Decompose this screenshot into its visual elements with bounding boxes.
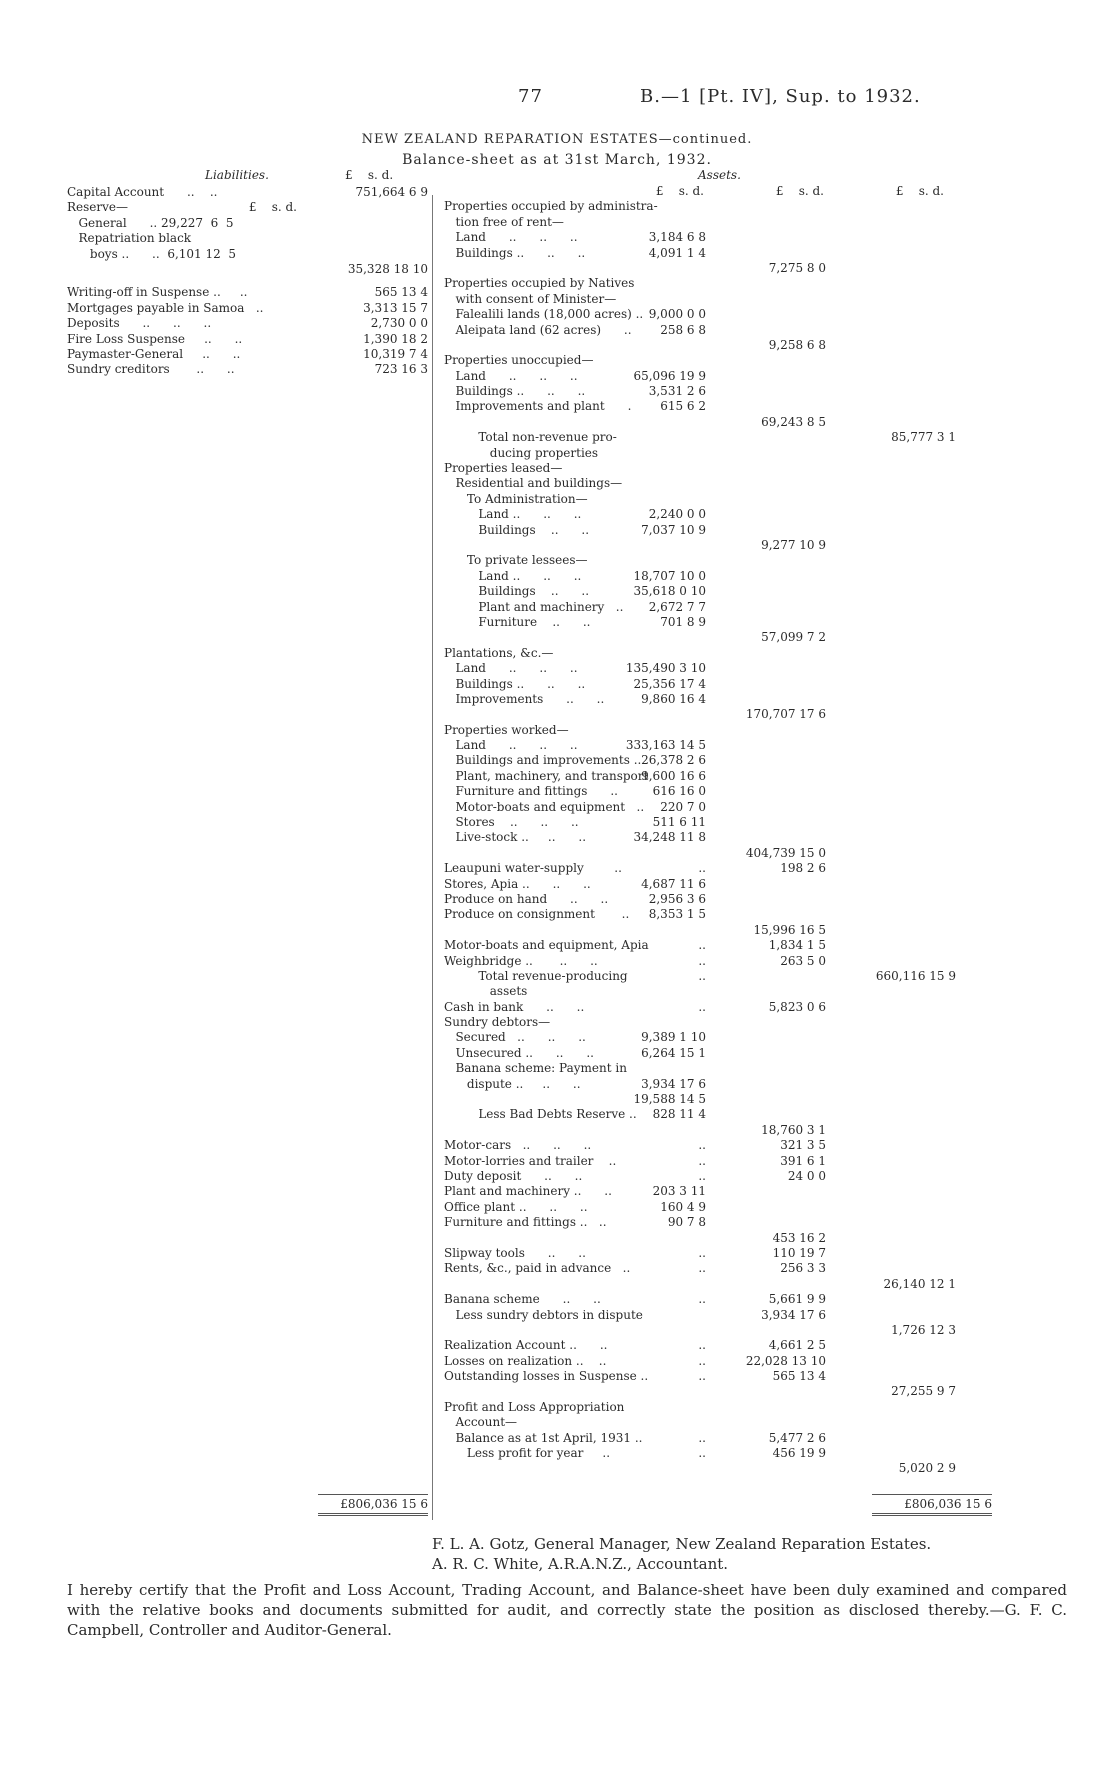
asset-label: Motor-lorries and trailer ..	[444, 1153, 617, 1168]
asset-row	[444, 584, 1084, 599]
asset-row	[444, 984, 1084, 999]
liability-total: 751,664 6 9	[355, 185, 428, 199]
asset-total-amount: 26,140 12 1	[883, 1276, 956, 1291]
asset-label: Live-stock .. .. ..	[444, 830, 587, 845]
asset-detail-amount: 7,037 10 9	[641, 522, 706, 537]
asset-label: Properties leased—	[444, 461, 563, 476]
asset-detail-amount: ..	[698, 938, 706, 953]
asset-row	[444, 1415, 1084, 1430]
asset-detail-amount: 616 16 0	[652, 784, 706, 799]
asset-row	[444, 261, 1084, 276]
asset-label: Balance as at 1st April, 1931 ..	[444, 1430, 643, 1445]
asset-label: Total non-revenue pro-	[444, 430, 617, 445]
asset-detail-amount: ..	[698, 999, 706, 1014]
asset-detail-amount: 701 8 9	[660, 614, 706, 629]
assets-grand-total: £806,036 15 6	[872, 1494, 992, 1516]
liability-total: 2,730 0 0	[370, 316, 428, 331]
asset-row	[444, 1400, 1084, 1415]
asset-row	[444, 738, 1084, 753]
asset-subtotal-amount: 321 3 5	[780, 1138, 826, 1153]
asset-detail-amount: 828 11 4	[652, 1107, 706, 1122]
page-number: 77	[518, 86, 543, 107]
asset-subtotal-amount: 9,277 10 9	[761, 537, 826, 552]
asset-row	[444, 1323, 1084, 1338]
asset-subtotal-amount: 5,823 0 6	[768, 999, 826, 1014]
asset-detail-amount: 135,490 3 10	[625, 661, 706, 676]
asset-subtotal-amount: 391 6 1	[780, 1153, 826, 1168]
asset-row	[444, 784, 1084, 799]
asset-row	[444, 892, 1084, 907]
asset-subtotal-amount: 5,477 2 6	[768, 1430, 826, 1445]
asset-label: Account—	[444, 1415, 518, 1430]
asset-row	[444, 323, 1084, 338]
asset-detail-amount: ..	[698, 1446, 706, 1461]
asset-label: dispute .. .. ..	[444, 1076, 581, 1091]
asset-subtotal-amount: 3,934 17 6	[761, 1307, 826, 1322]
asset-label: Improvements and plant .	[444, 399, 632, 414]
asset-detail-amount: 9,389 1 10	[641, 1030, 706, 1045]
asset-subtotal-amount: 456 19 9	[772, 1446, 826, 1461]
asset-row	[444, 1384, 1084, 1399]
asset-row	[444, 600, 1084, 615]
asset-label: Buildings and improvements ..	[444, 753, 642, 768]
liability-label: General .. 29,227 6 5	[67, 215, 234, 230]
asset-label: Land .. .. ..	[444, 738, 578, 753]
asset-detail-amount: ..	[698, 1153, 706, 1168]
asset-label: Properties occupied by administra-	[444, 199, 658, 214]
asset-row	[444, 1169, 1084, 1184]
asset-detail-amount: 26,378 2 6	[641, 753, 706, 768]
asset-label: Motor-cars .. .. ..	[444, 1138, 592, 1153]
asset-row	[444, 769, 1084, 784]
asset-row	[444, 1446, 1084, 1461]
asset-label: Realization Account .. ..	[444, 1338, 608, 1353]
liability-row	[67, 300, 428, 316]
asset-label: Plant, machinery, and transport	[444, 768, 649, 783]
asset-detail-amount: 8,353 1 5	[648, 907, 706, 922]
asset-row	[444, 646, 1084, 661]
asset-row	[444, 399, 1084, 414]
asset-row	[444, 707, 1084, 722]
liability-row	[67, 261, 428, 277]
asset-row	[444, 954, 1084, 969]
asset-label: Motor-boats and equipment, Apia	[444, 938, 649, 953]
asset-row	[444, 353, 1084, 368]
asset-subtotal-amount: 18,760 3 1	[761, 1122, 826, 1137]
asset-row	[444, 753, 1084, 768]
asset-detail-amount: 2,672 7 7	[648, 599, 706, 614]
asset-row	[444, 692, 1084, 707]
asset-row	[444, 661, 1084, 676]
signature-general-manager: F. L. A. Gotz, General Manager, New Zealand Reparation Estates.	[432, 1535, 932, 1553]
asset-detail-amount: 65,096 19 9	[633, 368, 706, 383]
asset-label: Properties worked—	[444, 722, 569, 737]
asset-subtotal-amount: 404,739 15 0	[745, 845, 826, 860]
asset-row	[444, 1277, 1084, 1292]
asset-row	[444, 723, 1084, 738]
liability-total: 1,390 18 2	[363, 331, 428, 346]
asset-row	[444, 861, 1084, 876]
asset-subtotal-amount: 5,661 9 9	[768, 1292, 826, 1307]
asset-label: Outstanding losses in Suspense ..	[444, 1369, 649, 1384]
liability-subamount-heading: £ s. d.	[248, 200, 297, 215]
asset-detail-amount: ..	[698, 1169, 706, 1183]
asset-row	[444, 677, 1084, 692]
asset-label: Buildings .. .. ..	[444, 384, 586, 399]
liability-row	[67, 216, 422, 231]
asset-label: Total revenue-producing	[444, 968, 628, 983]
asset-subtotal-amount: 1,834 1 5	[768, 938, 826, 953]
asset-label: with consent of Minister—	[444, 291, 617, 306]
asset-detail-amount: ..	[698, 1138, 706, 1153]
asset-label: Produce on hand .. ..	[444, 891, 609, 906]
asset-detail-amount: 9,860 16 4	[641, 691, 706, 706]
asset-label: Land .. .. ..	[444, 661, 578, 676]
asset-subtotal-amount: 170,707 17 6	[745, 707, 826, 722]
asset-label: Land .. .. ..	[444, 368, 578, 383]
liability-total: 10,319 7 4	[363, 346, 428, 361]
asset-row	[444, 461, 1084, 476]
asset-total-amount: 85,777 3 1	[891, 430, 956, 445]
liabilities-heading: Liabilities.	[205, 168, 269, 182]
liability-label: Deposits .. .. ..	[67, 316, 212, 331]
asset-row	[444, 1077, 1084, 1092]
asset-subtotal-amount: 110 19 7	[772, 1245, 826, 1260]
asset-row	[444, 523, 1084, 538]
liability-row	[67, 185, 428, 200]
audit-certificate: I hereby certify that the Profit and Loss Account, Trading Account, and Balance-sheet have been duly examined and compared with the relative books and documents submitted for audit, and correctly state the position as disclosed thereby.—G. F. C. Campbell, Controller and Auditor-General.	[67, 1581, 1067, 1639]
asset-row	[444, 1461, 1084, 1476]
asset-detail-amount: 90 7 8	[667, 1215, 706, 1230]
asset-label: Sundry debtors—	[444, 1015, 551, 1030]
asset-detail-amount: ..	[698, 1353, 706, 1368]
asset-row	[444, 969, 1084, 984]
asset-detail-amount: 2,956 3 6	[648, 891, 706, 906]
asset-row	[444, 215, 1084, 230]
asset-label: Weighbridge .. .. ..	[444, 953, 598, 968]
asset-label: Less Bad Debts Reserve ..	[444, 1107, 637, 1122]
liabilities-table	[67, 185, 428, 378]
asset-total-amount: 27,255 9 7	[891, 1384, 956, 1399]
asset-subtotal-amount: 22,028 13 10	[745, 1353, 826, 1368]
liability-total: 3,313 15 7	[363, 300, 428, 315]
asset-row	[444, 1184, 1084, 1199]
asset-label: Aleipata land (62 acres) ..	[444, 322, 632, 337]
asset-label: Office plant .. .. ..	[444, 1199, 588, 1214]
asset-detail-amount: 615 6 2	[660, 399, 706, 414]
asset-detail-amount: 160 4 9	[660, 1199, 706, 1214]
asset-label: Stores .. .. ..	[444, 815, 579, 830]
asset-label: Land .. .. ..	[444, 230, 578, 245]
asset-label: Stores, Apia .. .. ..	[444, 876, 591, 891]
asset-subtotal-amount: 9,258 6 8	[768, 337, 826, 352]
asset-label: Residential and buildings—	[444, 476, 623, 491]
liability-row	[67, 231, 422, 246]
liability-label: Repatriation black	[67, 231, 192, 246]
liability-row	[67, 285, 428, 300]
asset-label: Slipway tools .. ..	[444, 1245, 586, 1260]
liability-label: Fire Loss Suspense .. ..	[67, 331, 243, 346]
asset-label: Buildings .. ..	[444, 522, 590, 537]
assets-heading: Assets.	[698, 168, 741, 182]
asset-row	[444, 307, 1084, 322]
asset-label: Furniture and fittings ..	[444, 784, 618, 799]
asset-row	[444, 338, 1084, 353]
assets-column-heading: £ s. d.	[895, 184, 944, 198]
asset-label: Secured .. .. ..	[444, 1030, 586, 1045]
asset-row	[444, 1261, 1084, 1276]
liability-spacer	[67, 277, 422, 285]
asset-row	[444, 630, 1084, 645]
asset-row	[444, 384, 1084, 399]
asset-subtotal-amount: 263 5 0	[780, 953, 826, 968]
liability-row	[67, 200, 422, 215]
asset-detail-amount: 4,091 1 4	[648, 245, 706, 260]
asset-detail-amount: 6,264 15 1	[641, 1045, 706, 1060]
liability-label: Mortgages payable in Samoa ..	[67, 300, 264, 315]
asset-row	[444, 907, 1084, 922]
asset-row	[444, 938, 1084, 953]
asset-detail-amount: 333,163 14 5	[625, 738, 706, 753]
asset-detail-amount: 18,707 10 0	[633, 568, 706, 583]
asset-subtotal-amount: 69,243 8 5	[761, 414, 826, 429]
signature-accountant: A. R. C. White, A.R.A.N.Z., Accountant.	[432, 1555, 729, 1573]
asset-detail-amount: ..	[698, 953, 706, 968]
asset-label: Less profit for year ..	[444, 1446, 611, 1461]
asset-row	[444, 846, 1084, 861]
asset-row	[444, 1154, 1084, 1169]
asset-detail-amount: ..	[698, 1338, 706, 1353]
asset-label: Buildings .. .. ..	[444, 245, 586, 260]
asset-label: Plant and machinery .. ..	[444, 1184, 612, 1199]
asset-detail-amount: 35,618 0 10	[633, 584, 706, 599]
asset-label: Less sundry debtors in dispute	[444, 1307, 643, 1322]
assets-table	[444, 184, 1084, 1477]
report-title: NEW ZEALAND REPARATION ESTATES—continued.	[361, 132, 753, 147]
asset-row	[444, 476, 1084, 491]
asset-label: Motor-boats and equipment ..	[444, 799, 645, 814]
asset-label: Properties occupied by Natives	[444, 276, 635, 291]
asset-subtotal-amount: 453 16 2	[772, 1230, 826, 1245]
asset-row	[444, 276, 1084, 291]
asset-row	[444, 800, 1084, 815]
asset-label: Duty deposit .. ..	[444, 1169, 583, 1183]
asset-detail-amount: ..	[698, 1292, 706, 1307]
asset-subtotal-amount: 565 13 4	[772, 1369, 826, 1384]
balance-sheet-title: Balance-sheet as at 31st March, 1932.	[402, 152, 712, 168]
asset-detail-amount: ..	[698, 1430, 706, 1445]
liabilities-currency-heading: £ s. d.	[345, 168, 394, 182]
asset-row	[444, 538, 1084, 553]
asset-label: To private lessees—	[444, 553, 588, 568]
asset-subtotal-amount: 256 3 3	[780, 1261, 826, 1276]
asset-row	[444, 1431, 1084, 1446]
asset-row	[444, 1231, 1084, 1246]
asset-detail-amount: 220 7 0	[660, 799, 706, 814]
asset-detail-amount: 34,248 11 8	[633, 830, 706, 845]
asset-subtotal-amount: 4,661 2 5	[768, 1338, 826, 1353]
asset-detail-amount: 3,934 17 6	[641, 1076, 706, 1091]
asset-label: Banana scheme: Payment in	[444, 1061, 627, 1076]
document-reference: B.—1 [Pt. IV], Sup. to 1932.	[640, 86, 921, 107]
liability-row	[67, 331, 428, 347]
asset-label: Profit and Loss Appropriation	[444, 1399, 625, 1414]
liability-total: 723 16 3	[374, 362, 428, 377]
asset-label: Losses on realization .. ..	[444, 1353, 607, 1368]
asset-label: Banana scheme .. ..	[444, 1292, 601, 1307]
asset-row	[444, 1246, 1084, 1261]
asset-detail-amount: 3,184 6 8	[648, 230, 706, 245]
asset-label: Furniture and fittings .. ..	[444, 1215, 607, 1230]
asset-row	[444, 615, 1084, 630]
liability-row	[67, 362, 428, 377]
column-divider	[432, 195, 433, 1520]
asset-row	[444, 1015, 1084, 1030]
asset-label: Buildings .. ..	[444, 584, 590, 599]
asset-row	[444, 1138, 1084, 1153]
asset-row	[444, 1292, 1084, 1307]
asset-row	[444, 1092, 1084, 1107]
asset-detail-amount: ..	[698, 968, 706, 983]
asset-row	[444, 923, 1084, 938]
asset-subtotal-amount: 198 2 6	[780, 861, 826, 876]
asset-row	[444, 1354, 1084, 1369]
liability-label: Paymaster-General .. ..	[67, 346, 241, 361]
asset-detail-amount: 19,588 14 5	[633, 1092, 706, 1107]
asset-row	[444, 1369, 1084, 1384]
asset-row	[444, 246, 1084, 261]
asset-label: Plant and machinery ..	[444, 599, 624, 614]
asset-row	[444, 199, 1084, 214]
asset-row	[444, 415, 1084, 430]
asset-row	[444, 230, 1084, 245]
liability-label: Sundry creditors .. ..	[67, 362, 235, 377]
asset-detail-amount: ..	[698, 861, 706, 876]
asset-label: Unsecured .. .. ..	[444, 1045, 594, 1060]
liability-label: boys .. .. 6,101 12 5	[67, 246, 237, 261]
asset-label: Rents, &c., paid in advance ..	[444, 1261, 631, 1276]
asset-row	[444, 1338, 1084, 1353]
asset-subtotal-amount: 57,099 7 2	[761, 630, 826, 645]
asset-detail-amount: ..	[698, 1261, 706, 1276]
asset-label: Cash in bank .. ..	[444, 999, 585, 1014]
asset-row	[444, 507, 1084, 522]
liabilities-grand-total: £806,036 15 6	[318, 1494, 428, 1516]
asset-label: Buildings .. .. ..	[444, 676, 586, 691]
asset-label: Furniture .. ..	[444, 614, 591, 629]
asset-total-amount: 660,116 15 9	[875, 968, 956, 983]
asset-row	[444, 1123, 1084, 1138]
asset-row	[444, 1046, 1084, 1061]
liability-row	[67, 247, 422, 262]
asset-row	[444, 369, 1084, 384]
asset-label: ducing properties	[444, 445, 599, 460]
asset-detail-amount: 203 3 11	[652, 1184, 706, 1199]
asset-row	[444, 830, 1084, 845]
liability-label: Reserve—	[67, 200, 129, 215]
asset-detail-amount: ..	[698, 1245, 706, 1260]
asset-label: Plantations, &c.—	[444, 645, 554, 660]
liability-total: 35,328 18 10	[347, 261, 428, 276]
asset-subtotal-amount: 7,275 8 0	[768, 260, 826, 275]
asset-row	[444, 569, 1084, 584]
asset-row	[444, 1000, 1084, 1015]
asset-label: Land .. .. ..	[444, 507, 582, 522]
asset-detail-amount: 2,240 0 0	[648, 507, 706, 522]
asset-row	[444, 292, 1084, 307]
asset-label: To Administration—	[444, 491, 588, 506]
asset-row	[444, 815, 1084, 830]
asset-row	[444, 430, 1084, 445]
asset-detail-amount: 258 6 8	[660, 322, 706, 337]
assets-column-heading: £ s. d.	[775, 184, 824, 198]
asset-subtotal-amount: 15,996 16 5	[753, 922, 826, 937]
assets-column-headings	[444, 184, 1084, 199]
asset-label: Properties unoccupied—	[444, 353, 594, 368]
asset-detail-amount: 9,000 0 0	[648, 307, 706, 322]
asset-subtotal-amount: 24 0 0	[787, 1169, 826, 1183]
asset-row	[444, 553, 1084, 568]
liability-row	[67, 316, 428, 331]
asset-row	[444, 877, 1084, 892]
liability-label: Writing-off in Suspense .. ..	[67, 285, 248, 300]
asset-label: Leaupuni water-supply ..	[444, 861, 622, 876]
asset-label: tion free of rent—	[444, 214, 564, 229]
asset-detail-amount: 3,531 2 6	[648, 384, 706, 399]
asset-detail-amount: ..	[698, 1369, 706, 1384]
asset-label: Land .. .. ..	[444, 568, 582, 583]
asset-row	[444, 1200, 1084, 1215]
asset-row	[444, 1308, 1084, 1323]
liability-label: Capital Account .. ..	[67, 185, 218, 199]
asset-label: Improvements .. ..	[444, 691, 605, 706]
asset-label: assets	[444, 984, 528, 999]
asset-label: Falealili lands (18,000 acres) ..	[444, 307, 644, 322]
asset-row	[444, 1061, 1084, 1076]
asset-detail-amount: 9,600 16 6	[641, 768, 706, 783]
asset-detail-amount: 511 6 11	[652, 815, 706, 830]
asset-row	[444, 492, 1084, 507]
asset-detail-amount: 25,356 17 4	[633, 676, 706, 691]
asset-detail-amount: 4,687 11 6	[641, 876, 706, 891]
liability-total: 565 13 4	[374, 285, 428, 300]
asset-row	[444, 1107, 1084, 1122]
asset-total-amount: 1,726 12 3	[891, 1322, 956, 1337]
liability-row	[67, 346, 428, 362]
asset-total-amount: 5,020 2 9	[898, 1461, 956, 1476]
assets-column-heading: £ s. d.	[655, 184, 704, 198]
asset-row	[444, 446, 1084, 461]
asset-row	[444, 1215, 1084, 1230]
asset-label: Produce on consignment ..	[444, 907, 630, 922]
asset-row	[444, 1030, 1084, 1045]
